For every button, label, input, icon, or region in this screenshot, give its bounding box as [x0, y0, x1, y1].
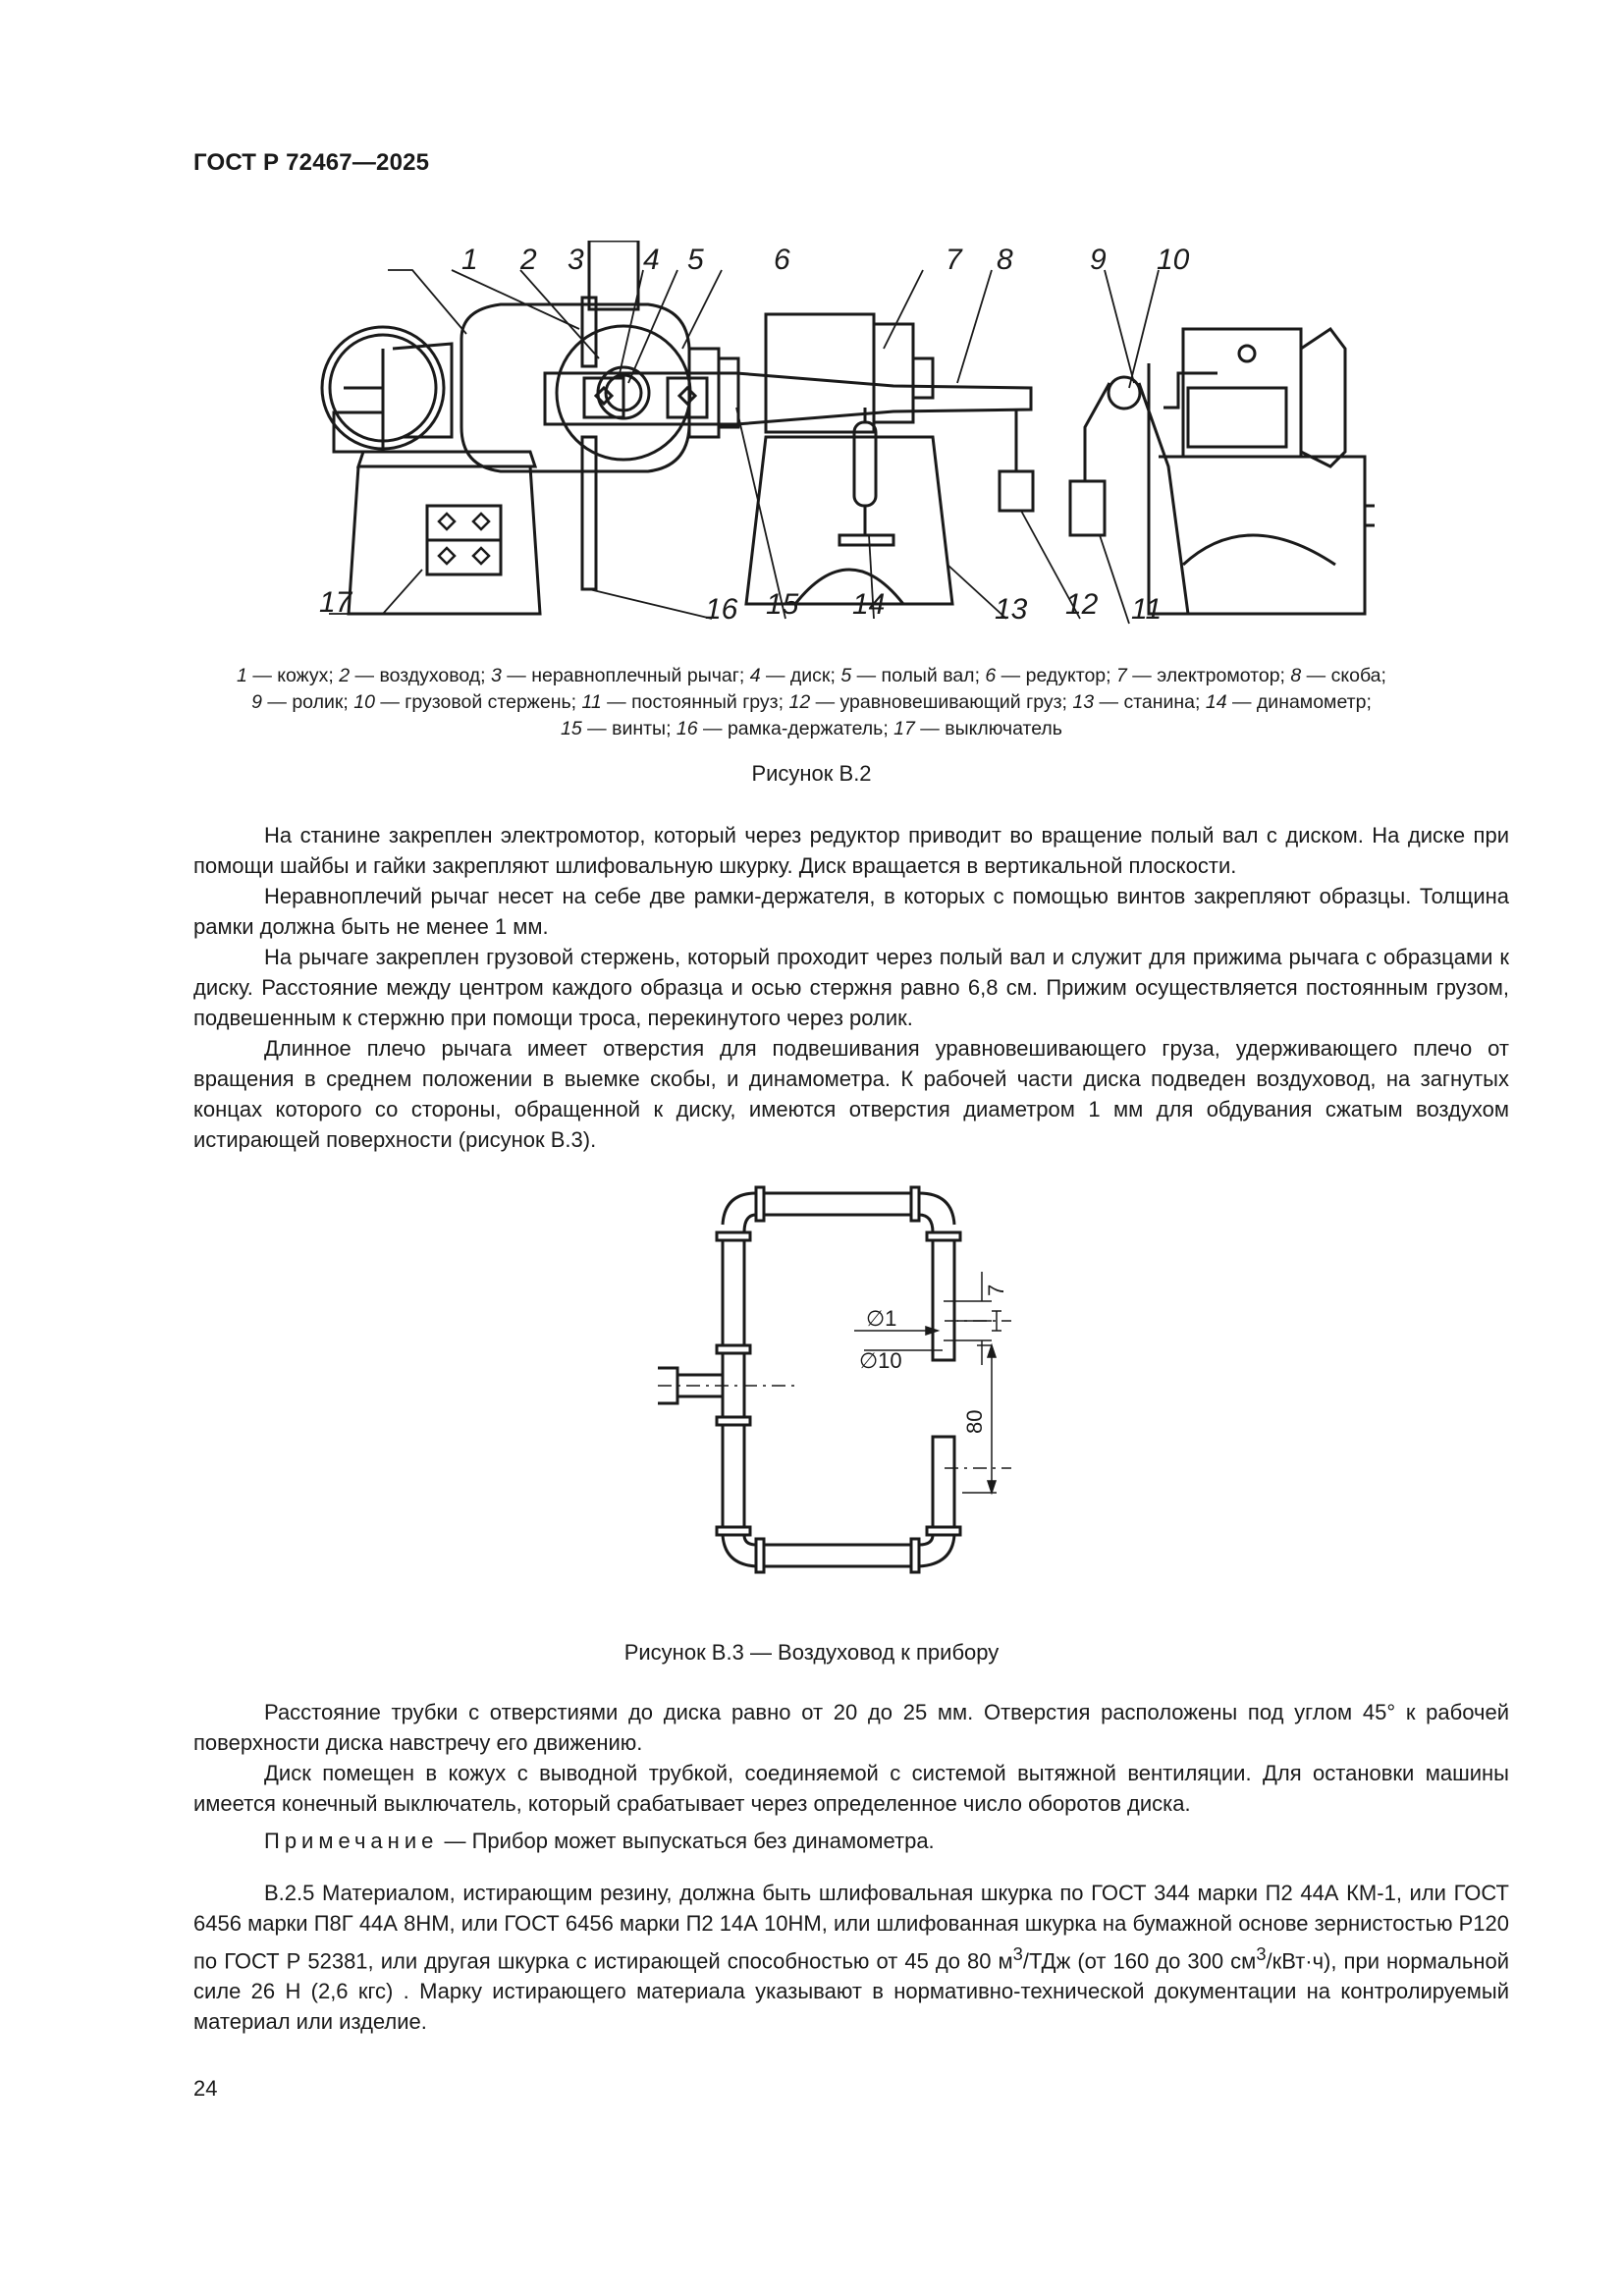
- superscript: 3: [1012, 1943, 1023, 1964]
- paragraph: На станине закреплен электромотор, который через редуктор приводит во вращение полый вал с диском. На диске при помощи шайбы и гайки закрепляют шлифовальную шкурку. Диск вращается в вертикальной плоскости.: [193, 823, 1509, 878]
- note: [264, 1829, 935, 1854]
- callout-6: 6: [774, 244, 790, 276]
- legend-item: 17 — выключатель: [893, 718, 1062, 739]
- legend-text: редуктор: [1025, 665, 1107, 686]
- clause-text-a: В.2.5 Материалом, истирающим резину, должна быть шлифовальная шкурка по ГОСТ 344 марки П2 44А КМ-1, или ГОСТ 6456 марки П8Г 44А 8НМ, или ГОСТ 6456 марки П2 14А 10НМ, или шлифованная шкурка на бумажной основе зернистостью Р120 по ГОСТ Р 52381, или другая шкурка с истирающей способностью от 45 до 80 м: [193, 1881, 1509, 1974]
- legend-item: 14 — динамометр;: [1205, 691, 1372, 713]
- body-text-2: [193, 1697, 1509, 1819]
- legend-text: динамометр: [1256, 691, 1367, 713]
- legend-number: 11: [581, 691, 602, 713]
- clause-text-c: /кВт·ч), при нормальной силе 26 Н (2,6 кгс) . Марку истирающего материала указывают в нормативно-технической документации на контролируемый материал или изделие.: [193, 1948, 1509, 2035]
- legend-item: 9 — ролик;: [251, 691, 354, 713]
- legend-item: 4 — диск;: [749, 665, 841, 686]
- superscript: 3: [1256, 1943, 1267, 1964]
- legend-number: 17: [893, 718, 915, 739]
- callout-4: 4: [643, 244, 660, 276]
- callout-11: 11: [1131, 593, 1163, 626]
- legend-item: 11 — постоянный груз;: [581, 691, 789, 713]
- legend-item: 3 — неравноплечный рычаг;: [491, 665, 750, 686]
- legend-number: 1: [237, 665, 247, 686]
- legend-item: 7 — электромотор;: [1116, 665, 1291, 686]
- callout-14: 14: [852, 588, 886, 621]
- clause-b-2-5: [193, 1878, 1509, 2037]
- figure-caption-b3: Рисунок В.3 — Воздуховод к прибору: [623, 1640, 1000, 1665]
- callout-7: 7: [946, 244, 962, 276]
- legend-text: кожух: [277, 665, 329, 686]
- document-header: ГОСТ Р 72467—2025: [193, 149, 430, 176]
- legend-text: диск: [789, 665, 831, 686]
- dimension-diameter-10: ∅10: [859, 1348, 902, 1373]
- callout-16: 16: [705, 593, 738, 626]
- callout-15: 15: [766, 588, 799, 621]
- callout-2: 2: [520, 244, 537, 276]
- dimension-diameter-1: ∅1: [866, 1306, 897, 1331]
- note-label: Примечание: [264, 1829, 439, 1853]
- callout-3: 3: [568, 244, 584, 276]
- legend-text: неравноплечный рычаг: [531, 665, 739, 686]
- legend-item: 15 — винты;: [561, 718, 676, 739]
- paragraph: Неравноплечий рычаг несет на себе две рамки-держателя, в которых с помощью винтов закрепляют образцы. Толщина рамки должна быть не менее 1 мм.: [193, 884, 1509, 939]
- legend-number: 5: [840, 665, 852, 686]
- paragraph: На рычаге закреплен грузовой стержень, который проходит через полый вал и служит для прижима рычага с образцами к диску. Расстояние между центром каждого образца и осью стержня равно 6,8 см. Прижим осуществляется постоянным грузом, подвешенным к стержню при помощи троса, перекинутого через ролик.: [193, 945, 1509, 1030]
- legend-text: выключатель: [945, 718, 1062, 739]
- callout-10: 10: [1157, 244, 1190, 276]
- legend-item: 6 — редуктор;: [985, 665, 1116, 686]
- legend-text: скоба: [1330, 665, 1381, 686]
- legend-text: рамка-держатель: [727, 718, 884, 739]
- legend-number: 6: [985, 665, 997, 686]
- body-text-1: [193, 820, 1509, 1155]
- legend-text: воздуховод: [379, 665, 481, 686]
- legend-number: 8: [1290, 665, 1302, 686]
- legend-number: 3: [491, 665, 502, 686]
- air-duct-drawing: [658, 1174, 1070, 1625]
- legend-text: ролик: [292, 691, 344, 713]
- legend-item: 1 — кожух;: [237, 665, 340, 686]
- legend-number: 2: [339, 665, 351, 686]
- legend-number: 10: [353, 691, 375, 713]
- legend-text: грузовой стержень: [405, 691, 571, 713]
- paragraph: Диск помещен в кожух с выводной трубкой, соединяемой с системой вытяжной вентиляции. Для остановки машины имеется конечный выключатель, который срабатывает через определенное число оборотов диска.: [193, 1761, 1509, 1816]
- legend-text: станина: [1123, 691, 1196, 713]
- legend-number: 7: [1116, 665, 1127, 686]
- legend-item: 16 — рамка-держатель;: [676, 718, 894, 739]
- callout-8: 8: [997, 244, 1013, 276]
- figure-legend: [193, 663, 1430, 742]
- legend-number: 13: [1072, 691, 1095, 713]
- paragraph: [193, 1878, 1509, 2037]
- paragraph: Расстояние трубки с отверстиями до диска равно от 20 до 25 мм. Отверстия расположены под углом 45° к рабочей поверхности диска навстречу его движению.: [193, 1700, 1509, 1755]
- callout-13: 13: [995, 593, 1028, 626]
- legend-item: 2 — воздуховод;: [339, 665, 491, 686]
- legend-text: полый вал: [881, 665, 975, 686]
- page-number: 24: [193, 2076, 218, 2101]
- legend-item: 5 — полый вал;: [840, 665, 986, 686]
- legend-number: 15: [561, 718, 582, 739]
- legend-item: 8 — скоба;: [1290, 665, 1386, 686]
- legend-item: 12 — уравновешивающий груз;: [788, 691, 1073, 713]
- legend-text: уравновешивающий груз: [839, 691, 1062, 713]
- callout-9: 9: [1090, 244, 1107, 276]
- legend-item: 13 — станина;: [1072, 691, 1206, 713]
- legend-number: 12: [788, 691, 811, 713]
- paragraph: Длинное плечо рычага имеет отверстия для подвешивания уравновешивающего груза, удерживающего плечо от вращения в среднем положении в выемке скобы, и динамометра. К рабочей части диска подведен воздуховод, на загнутых концах которого со стороны, обращенной к диску, имеются отверстия диаметром 1 мм для обдувания сжатым воздухом истирающей поверхности (рисунок В.3).: [193, 1036, 1509, 1152]
- figure-caption-b2: Рисунок В.2: [751, 761, 872, 786]
- callout-1: 1: [461, 244, 478, 276]
- legend-text: электромотор: [1157, 665, 1280, 686]
- legend-number: 9: [251, 691, 262, 713]
- note-text: — Прибор может выпускаться без динамометра.: [438, 1829, 935, 1853]
- legend-item: 10 — грузовой стержень;: [353, 691, 582, 713]
- legend-number: 14: [1205, 691, 1227, 713]
- legend-text: винты: [612, 718, 667, 739]
- clause-text-b: /ТДж (от 160 до 300 см: [1022, 1948, 1257, 1974]
- legend-number: 4: [749, 665, 761, 686]
- callout-12: 12: [1065, 588, 1099, 621]
- legend-number: 16: [676, 718, 698, 739]
- dimension-length-80: 80: [962, 1409, 987, 1434]
- callout-17: 17: [319, 586, 352, 619]
- legend-text: постоянный груз: [631, 691, 779, 713]
- callout-5: 5: [687, 244, 704, 276]
- machine-callouts: [304, 241, 1375, 633]
- dimension-length-7: 7: [984, 1284, 1008, 1296]
